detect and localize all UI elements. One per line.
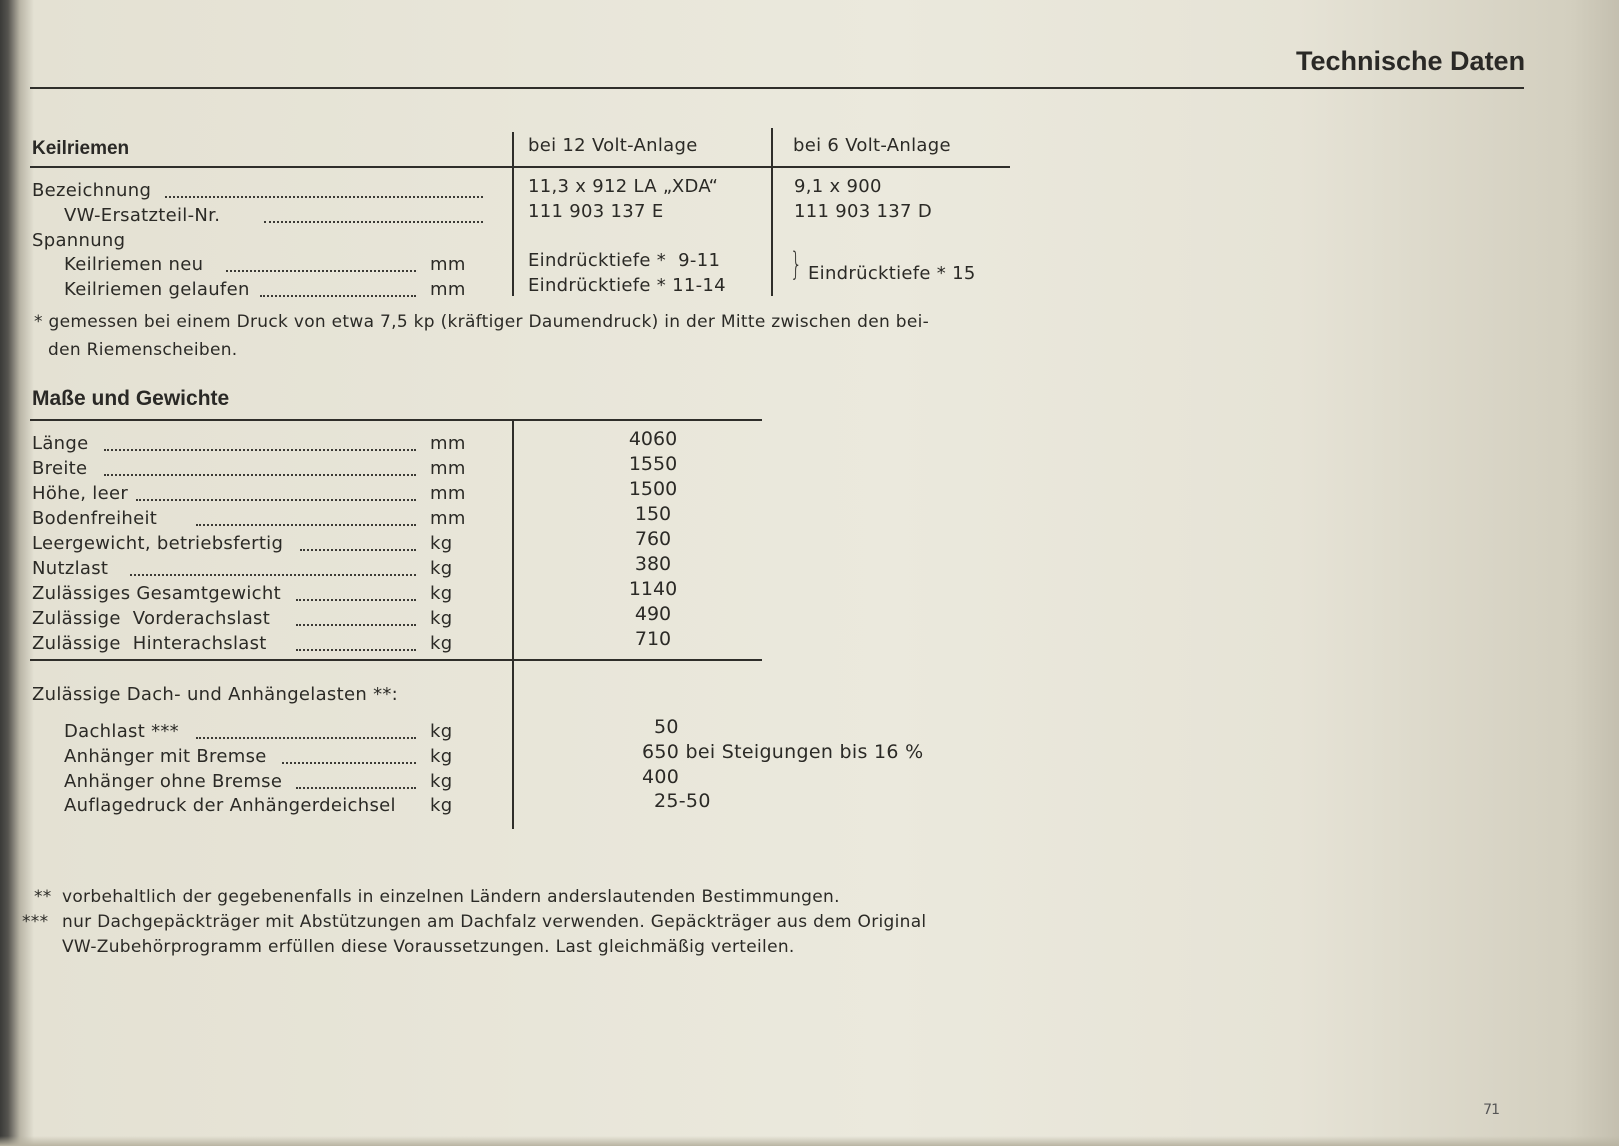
brace-symbol: }	[790, 245, 803, 283]
leader-dots	[226, 270, 416, 272]
masse-row-value: 4060	[628, 428, 678, 450]
footnote-mark-2: **	[34, 887, 52, 907]
leader-dots	[282, 762, 416, 764]
page-header-title: Technische Daten	[1296, 46, 1526, 76]
unit-label: mm	[430, 279, 466, 300]
unit-label: kg	[430, 558, 453, 579]
keilriemen-row-value-6v: 9,1 x 900	[794, 176, 882, 197]
masse-sub-row-label: Dachlast ***	[64, 721, 179, 742]
keilriemen-row-label: Bezeichnung	[32, 180, 152, 201]
masse-row-value: 760	[634, 528, 672, 550]
masse-row-label: Breite	[32, 458, 88, 479]
masse-row-label: Höhe, leer	[32, 483, 129, 504]
footnote-keilriemen-line1: * gemessen bei einem Druck von etwa 7,5 kp (kräftiger Daumendruck) in der Mitte zwischen den bei-	[34, 312, 930, 332]
leader-dots	[130, 574, 416, 576]
unit-label: kg	[430, 721, 453, 742]
unit-label: kg	[430, 795, 453, 816]
masse-sub-row-value: 650 bei Steigungen bis 16 %	[642, 741, 924, 763]
unit-label: mm	[430, 508, 466, 529]
masse-row-value: 710	[634, 628, 672, 650]
masse-sub-row-value: 25-50	[654, 790, 711, 812]
column-header-12v: bei 12 Volt-Anlage	[528, 135, 698, 156]
keilriemen-row-label: Keilriemen neu	[64, 254, 204, 275]
footnote-text-2: vorbehaltlich der gegebenenfalls in einzelnen Ländern anderslautenden Bestimmungen.	[62, 887, 840, 907]
masse-sub-row-label: Anhänger mit Bremse	[64, 746, 267, 767]
unit-label: kg	[430, 746, 453, 767]
masse-row-label: Bodenfreiheit	[32, 508, 158, 529]
page-number: 71	[1483, 1102, 1499, 1118]
masse-row-label: Leergewicht, betriebsfertig	[32, 533, 284, 554]
masse-sub-row-label: Anhänger ohne Bremse	[64, 771, 283, 792]
leader-dots	[296, 649, 416, 651]
leader-dots	[296, 624, 416, 626]
masse-sub-row-value: 50	[654, 716, 679, 738]
unit-label: kg	[430, 583, 453, 604]
unit-label: mm	[430, 433, 466, 454]
keilriemen-top-rule	[30, 166, 1010, 168]
masse-top-rule	[30, 419, 762, 421]
masse-mid-rule	[30, 659, 762, 661]
masse-row-label: Nutzlast	[32, 558, 109, 579]
masse-row-label: Länge	[32, 433, 89, 454]
unit-label: kg	[430, 533, 453, 554]
section-title-keilriemen: Keilriemen	[32, 138, 130, 159]
leader-dots	[165, 196, 483, 198]
leader-dots	[136, 499, 416, 501]
column-header-6v: bei 6 Volt-Anlage	[793, 135, 951, 156]
masse-row-value: 380	[634, 553, 672, 575]
masse-row-label: Zulässige Hinterachslast	[32, 633, 267, 654]
leader-dots	[296, 787, 416, 789]
footnote-keilriemen-line2: den Riemenscheiben.	[48, 340, 238, 360]
leader-dots	[264, 221, 483, 223]
keilriemen-row-label: VW-Ersatzteil-Nr.	[64, 205, 221, 226]
leader-dots	[196, 524, 416, 526]
unit-label: mm	[430, 254, 466, 275]
leader-dots	[300, 549, 416, 551]
masse-row-value: 150	[634, 503, 672, 525]
keilriemen-divider-12v	[512, 132, 514, 296]
masse-divider	[512, 421, 514, 829]
unit-label: kg	[430, 771, 453, 792]
keilriemen-row-value-12v: 11,3 x 912 LA „XDA“	[528, 176, 719, 197]
leader-dots	[104, 474, 416, 476]
keilriemen-row-value-12v: 111 903 137 E	[528, 201, 664, 222]
unit-label: kg	[430, 633, 453, 654]
masse-row-label: Zulässiges Gesamtgewicht	[32, 583, 281, 604]
masse-row-value: 1500	[628, 478, 678, 500]
leader-dots	[196, 737, 416, 739]
keilriemen-divider-6v	[771, 128, 773, 296]
leader-dots	[260, 295, 416, 297]
masse-row-label: Zulässige Vorderachslast	[32, 608, 271, 629]
keilriemen-row-value-12v: Eindrücktiefe * 11-14	[528, 275, 726, 296]
leader-dots	[296, 599, 416, 601]
unit-label: mm	[430, 483, 466, 504]
page-edge-shadow	[0, 1136, 1619, 1146]
unit-label: kg	[430, 608, 453, 629]
masse-subsection-title: Zulässige Dach- und Anhängelasten **:	[32, 684, 399, 705]
keilriemen-spannung-value-6v: Eindrücktiefe * 15	[808, 263, 976, 284]
masse-sub-row-value: 400	[642, 766, 680, 788]
masse-row-value: 1550	[628, 453, 678, 475]
header-rule	[30, 87, 1524, 89]
leader-dots	[104, 449, 416, 451]
masse-sub-row-label: Auflagedruck der Anhängerdeichsel	[64, 795, 396, 816]
section-title-masse: Maße und Gewichte	[32, 387, 230, 410]
footnote-mark-3: ***	[22, 912, 49, 932]
masse-row-value: 1140	[628, 578, 678, 600]
keilriemen-row-label: Spannung	[32, 230, 126, 251]
keilriemen-row-value-12v: Eindrücktiefe * 9-11	[528, 250, 721, 271]
unit-label: mm	[430, 458, 466, 479]
masse-row-value: 490	[634, 603, 672, 625]
footnote-text-3-line1: nur Dachgepäckträger mit Abstützungen am Dachfalz verwenden. Gepäckträger aus dem Original	[62, 912, 927, 932]
keilriemen-row-label: Keilriemen gelaufen	[64, 279, 250, 300]
footnote-text-3-line2: VW-Zubehörprogramm erfüllen diese Voraussetzungen. Last gleichmäßig verteilen.	[62, 937, 795, 957]
keilriemen-row-value-6v: 111 903 137 D	[794, 201, 932, 222]
